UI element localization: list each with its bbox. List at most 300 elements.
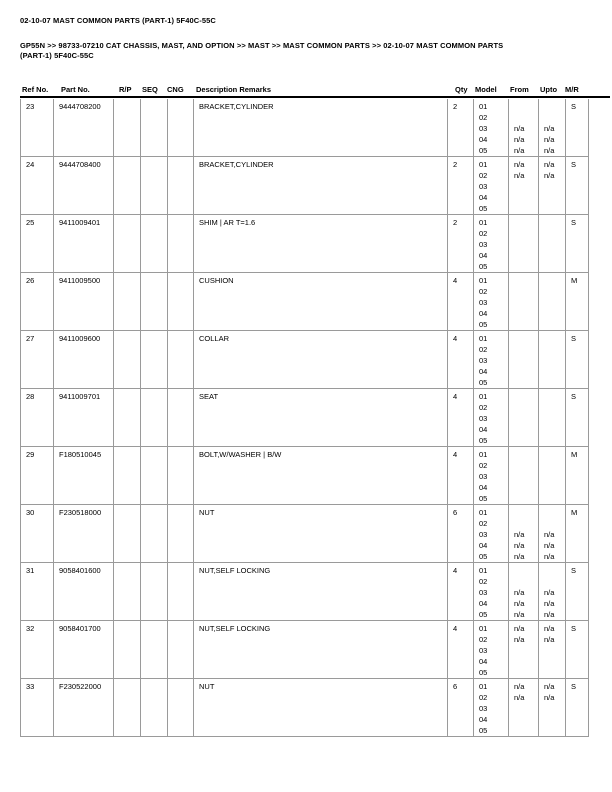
cell-line [514,471,536,482]
table-row [21,679,589,737]
cell-line [544,507,563,518]
cell-line [514,366,536,377]
cell-line [544,725,563,736]
column-header-mr: M/R [565,85,579,94]
cell-upto-list [539,505,566,563]
cell-line [514,703,536,714]
page-title: 02-10-07 MAST COMMON PARTS (PART-1) 5F40C-55C [20,16,216,25]
cell-line [544,192,563,203]
cell-model-list [474,621,509,679]
cell-line [544,460,563,471]
cell-line: 02 [479,635,488,644]
cell-line: n/a [544,693,555,702]
cell-description: BRACKET,CYLINDER [194,157,448,215]
cell-from-list [509,389,539,447]
cell-line [544,228,563,239]
cell-line [544,645,563,656]
cell-cng [168,679,194,737]
cell-line [514,333,536,344]
cell-description: NUT,SELF LOCKING [194,563,448,621]
cell-upto-list [539,621,566,679]
cell-line: n/a [544,624,555,633]
cell-line [544,703,563,714]
cell-line: n/a [544,635,555,644]
cell-line: n/a [514,682,525,691]
cell-line: 03 [479,704,488,713]
cell-from-list [509,505,539,563]
cell-line: n/a [514,552,525,561]
cell-line: 04 [479,309,488,318]
cell-line [514,319,536,330]
cell-line: 01 [479,218,488,227]
cell-line: 05 [479,610,488,619]
cell-line: 04 [479,367,488,376]
cell-line [544,344,563,355]
cell-line [514,344,536,355]
cell-model-list [474,679,509,737]
cell-upto-list [539,447,566,505]
cell-ref-no: 25 [21,215,54,273]
cell-line: 04 [479,251,488,260]
cell-from-list [509,447,539,505]
column-header-cng: CNG [167,85,184,94]
cell-line: 03 [479,240,488,249]
cell-cng [168,99,194,157]
cell-line [514,391,536,402]
cell-line [514,286,536,297]
cell-ref-no: 23 [21,99,54,157]
cell-description: BOLT,W/WASHER | B/W [194,447,448,505]
cell-line [514,518,536,529]
cell-line [514,507,536,518]
column-header-seq: SEQ [142,85,158,94]
cell-line [544,493,563,504]
cell-mr: S [566,157,589,215]
cell-qty: 6 [448,679,474,737]
cell-line [514,261,536,272]
cell-line: 02 [479,345,488,354]
cell-rp [114,99,141,157]
cell-line [544,714,563,725]
cell-line: n/a [514,146,525,155]
cell-mr: S [566,621,589,679]
cell-qty: 4 [448,447,474,505]
cell-description: COLLAR [194,331,448,389]
cell-part-no: 9058401600 [54,563,114,621]
cell-line [544,297,563,308]
cell-model-list [474,273,509,331]
cell-line: 03 [479,124,488,133]
cell-line: 05 [479,436,488,445]
cell-line: 05 [479,378,488,387]
cell-line: 03 [479,530,488,539]
cell-line [514,402,536,413]
cell-line [514,725,536,736]
cell-upto-list [539,273,566,331]
cell-line [514,460,536,471]
cell-line [514,250,536,261]
cell-line: n/a [514,599,525,608]
cell-seq [141,331,168,389]
cell-from-list [509,331,539,389]
cell-line: n/a [544,541,555,550]
cell-part-no: 9411009401 [54,215,114,273]
cell-line [514,297,536,308]
cell-line: n/a [514,171,525,180]
cell-part-no: 9444708200 [54,99,114,157]
cell-description: NUT [194,505,448,563]
table-row [21,273,589,331]
cell-line [544,319,563,330]
cell-mr: S [566,215,589,273]
cell-cng [168,505,194,563]
cell-ref-no: 32 [21,621,54,679]
cell-seq [141,389,168,447]
cell-line [514,101,536,112]
cell-line [514,656,536,667]
cell-line: n/a [514,693,525,702]
cell-model-list [474,563,509,621]
cell-ref-no: 24 [21,157,54,215]
cell-line: n/a [514,530,525,539]
cell-seq [141,505,168,563]
cell-line [544,250,563,261]
cell-line [544,402,563,413]
table-row [21,563,589,621]
cell-ref-no: 30 [21,505,54,563]
cell-from-list [509,99,539,157]
cell-line: 02 [479,113,488,122]
cell-line [544,217,563,228]
cell-upto-list [539,389,566,447]
cell-line [514,449,536,460]
cell-line: 01 [479,566,488,575]
cell-line: n/a [544,124,555,133]
cell-line: 02 [479,693,488,702]
cell-line [544,355,563,366]
cell-line: 01 [479,508,488,517]
cell-line [514,192,536,203]
cell-description: BRACKET,CYLINDER [194,99,448,157]
cell-qty: 2 [448,99,474,157]
cell-line [544,449,563,460]
cell-line: 05 [479,726,488,735]
cell-line: 04 [479,715,488,724]
cell-part-no: 9411009500 [54,273,114,331]
cell-model-list [474,331,509,389]
cell-line: n/a [544,530,555,539]
cell-line [544,424,563,435]
cell-line [544,565,563,576]
cell-line [544,413,563,424]
cell-line: 01 [479,334,488,343]
cell-rp [114,331,141,389]
cell-line [514,217,536,228]
cell-line [514,308,536,319]
cell-line: 02 [479,519,488,528]
cell-line [514,645,536,656]
cell-line [514,181,536,192]
cell-rp [114,563,141,621]
cell-line: 03 [479,646,488,655]
table-row [21,389,589,447]
cell-line: n/a [514,610,525,619]
cell-line [514,424,536,435]
cell-ref-no: 31 [21,563,54,621]
cell-description: SHIM | AR T=1.6 [194,215,448,273]
cell-mr: S [566,99,589,157]
cell-rp [114,621,141,679]
cell-description: SEAT [194,389,448,447]
cell-ref-no: 29 [21,447,54,505]
column-header-model: Model [475,85,497,94]
column-header-from: From [510,85,529,94]
cell-line [514,714,536,725]
cell-line: 01 [479,624,488,633]
cell-model-list [474,215,509,273]
cell-line [514,493,536,504]
cell-seq [141,679,168,737]
cell-line [544,286,563,297]
cell-cng [168,447,194,505]
cell-rp [114,273,141,331]
cell-seq [141,215,168,273]
cell-description: CUSHION [194,273,448,331]
cell-line [544,471,563,482]
cell-seq [141,621,168,679]
cell-mr: S [566,331,589,389]
cell-upto-list [539,679,566,737]
cell-cng [168,621,194,679]
cell-line: n/a [544,610,555,619]
cell-line [514,228,536,239]
cell-qty: 6 [448,505,474,563]
parts-table-body [21,99,589,737]
column-header-part-no: Part No. [61,85,90,94]
cell-upto-list [539,331,566,389]
cell-line: 01 [479,102,488,111]
table-row [21,447,589,505]
cell-model-list [474,157,509,215]
cell-line [514,667,536,678]
cell-from-list [509,215,539,273]
table-row [21,157,589,215]
cell-line [544,181,563,192]
cell-line: n/a [514,635,525,644]
cell-mr: S [566,679,589,737]
cell-from-list [509,563,539,621]
cell-model-list [474,505,509,563]
cell-line: 04 [479,425,488,434]
column-header-ref-no: Ref No. [22,85,49,94]
cell-part-no: 9411009600 [54,331,114,389]
cell-line [544,656,563,667]
cell-line: 05 [479,146,488,155]
cell-model-list [474,447,509,505]
cell-mr: M [566,447,589,505]
cell-ref-no: 26 [21,273,54,331]
column-header-rp: R/P [119,85,132,94]
cell-mr: S [566,563,589,621]
cell-line [514,275,536,286]
cell-line: n/a [514,135,525,144]
cell-qty: 4 [448,331,474,389]
cell-line [544,308,563,319]
cell-cng [168,273,194,331]
cell-line: 03 [479,182,488,191]
cell-qty: 4 [448,563,474,621]
cell-upto-list [539,215,566,273]
cell-line [544,101,563,112]
cell-line: 03 [479,472,488,481]
cell-ref-no: 33 [21,679,54,737]
table-row [21,99,589,157]
header-divider-rule [20,96,610,98]
cell-line [544,391,563,402]
cell-line: 03 [479,588,488,597]
cell-line: 03 [479,356,488,365]
cell-from-list [509,273,539,331]
cell-seq [141,563,168,621]
cell-line [514,576,536,587]
cell-mr: S [566,389,589,447]
cell-part-no: F230518000 [54,505,114,563]
cell-line: 02 [479,403,488,412]
breadcrumb [20,41,598,60]
cell-rp [114,505,141,563]
cell-line: 05 [479,262,488,271]
cell-seq [141,273,168,331]
cell-line: 05 [479,552,488,561]
cell-line [544,239,563,250]
cell-line [544,435,563,446]
cell-line [544,203,563,214]
cell-line: 05 [479,320,488,329]
cell-mr: M [566,505,589,563]
cell-qty: 2 [448,215,474,273]
cell-line: 04 [479,193,488,202]
cell-line: n/a [514,124,525,133]
cell-line [514,239,536,250]
cell-line: 02 [479,229,488,238]
breadcrumb-line-2: (PART-1) 5F40C-55C [20,50,94,60]
cell-line: 04 [479,135,488,144]
cell-from-list [509,679,539,737]
column-header-qty: Qty [455,85,468,94]
cell-line: 05 [479,668,488,677]
cell-line [544,275,563,286]
cell-cng [168,563,194,621]
cell-ref-no: 28 [21,389,54,447]
cell-qty: 4 [448,389,474,447]
cell-line [544,261,563,272]
cell-line: 02 [479,461,488,470]
cell-line: 01 [479,392,488,401]
cell-line [544,518,563,529]
cell-seq [141,447,168,505]
cell-line: 01 [479,682,488,691]
cell-part-no: F180510045 [54,447,114,505]
cell-line [514,112,536,123]
cell-model-list [474,389,509,447]
cell-line: 01 [479,450,488,459]
cell-model-list [474,99,509,157]
cell-line [514,203,536,214]
cell-qty: 2 [448,157,474,215]
cell-line: 02 [479,577,488,586]
cell-rp [114,679,141,737]
cell-seq [141,99,168,157]
cell-rp [114,447,141,505]
table-row [21,621,589,679]
cell-line: 05 [479,494,488,503]
cell-description: NUT,SELF LOCKING [194,621,448,679]
cell-upto-list [539,563,566,621]
cell-qty: 4 [448,273,474,331]
breadcrumb-line-1: GP55N >> 98733-07210 CAT CHASSIS, MAST, AND OPTION >> MAST >> MAST COMMON PARTS >> 02-10-07 MAST COMMON PARTS [20,41,504,50]
cell-line [544,112,563,123]
cell-line: n/a [544,171,555,180]
cell-rp [114,389,141,447]
cell-line: 05 [479,204,488,213]
cell-line: n/a [544,588,555,597]
cell-line: 01 [479,276,488,285]
cell-line [514,413,536,424]
cell-upto-list [539,99,566,157]
cell-cng [168,215,194,273]
cell-part-no: 9444708400 [54,157,114,215]
cell-line [544,576,563,587]
cell-line: n/a [544,160,555,169]
cell-line: n/a [544,682,555,691]
column-header-description: Description Remarks [196,85,272,94]
cell-line: n/a [544,146,555,155]
cell-part-no: 9411009701 [54,389,114,447]
table-row [21,505,589,563]
cell-cng [168,157,194,215]
cell-line: 03 [479,298,488,307]
cell-line [514,435,536,446]
cell-rp [114,215,141,273]
cell-cng [168,331,194,389]
table-row [21,215,589,273]
cell-line [514,482,536,493]
cell-line [544,377,563,388]
cell-ref-no: 27 [21,331,54,389]
cell-line: 02 [479,287,488,296]
cell-from-list [509,157,539,215]
cell-line [514,377,536,388]
cell-line: n/a [544,135,555,144]
cell-line: n/a [514,588,525,597]
cell-description: NUT [194,679,448,737]
cell-line [544,667,563,678]
parts-table [20,99,589,737]
cell-line: 04 [479,599,488,608]
cell-mr: M [566,273,589,331]
cell-upto-list [539,157,566,215]
cell-line: n/a [544,552,555,561]
cell-part-no: F230522000 [54,679,114,737]
column-header-upto: Upto [540,85,558,94]
cell-line: 03 [479,414,488,423]
cell-line [544,482,563,493]
cell-line: n/a [514,624,525,633]
cell-rp [114,157,141,215]
cell-line: 04 [479,483,488,492]
cell-part-no: 9058401700 [54,621,114,679]
cell-line: 01 [479,160,488,169]
